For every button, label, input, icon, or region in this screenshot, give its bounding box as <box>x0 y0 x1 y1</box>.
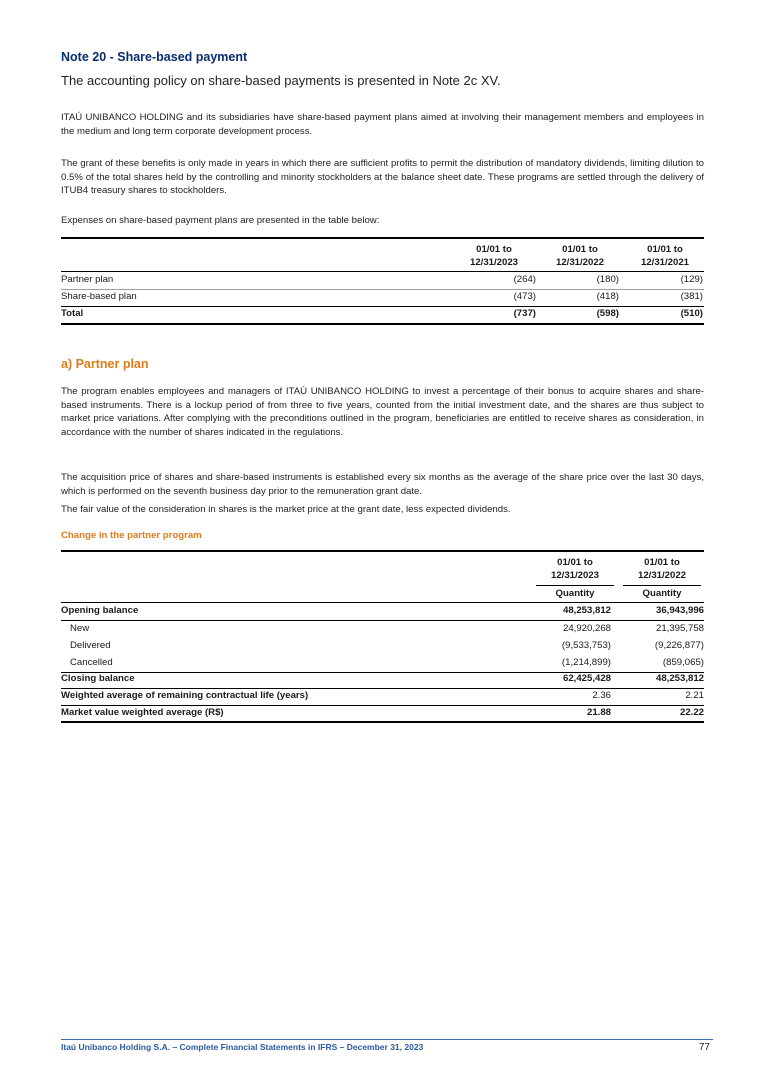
cell-value: 36,943,996 <box>655 605 704 616</box>
row-label: Closing balance <box>61 673 135 684</box>
cell-value: (9,533,753) <box>561 640 611 651</box>
cell-value: (264) <box>513 274 536 285</box>
column-header: 01/01 to 12/31/2022 <box>637 557 686 581</box>
cell-value: 21,395,758 <box>655 623 704 634</box>
policy-text: The accounting policy on share-based payments is presented in Note 2c XV. <box>61 73 501 88</box>
page-number: 77 <box>698 1042 710 1053</box>
cell-value: (737) <box>513 308 536 319</box>
row-label: Opening balance <box>61 605 139 616</box>
cell-value: (9,226,877) <box>654 640 704 651</box>
cell-value: (859,065) <box>662 657 704 668</box>
paragraph: The acquisition price of shares and share-based instruments is established every six months as the average of the share price over the last 30 days, which is performed on the seventh business day prior to the remuneration grant date. <box>61 472 704 497</box>
paragraph: The grant of these benefits is only made in years in which there are sufficient profits to permit the distribution of mandatory dividends, limiting dilution to 0.5% of the total shares held by the controlling and minority stockholders at the balance sheet date. These programs are settled through the delivery of ITUB4 treasury shares to stockholders. <box>61 158 704 196</box>
cell-value: (381) <box>680 291 703 302</box>
cell-value: (129) <box>680 274 703 285</box>
table-row <box>61 272 704 290</box>
cell-value: (473) <box>513 291 536 302</box>
row-label: Cancelled <box>70 657 113 668</box>
note-title: Note 20 - Share-based payment <box>61 50 248 64</box>
paragraph: ITAÚ UNIBANCO HOLDING and its subsidiaries have share-based payment plans aimed at involving their management members and employees in the medium and long term corporate development process. <box>61 112 704 137</box>
cell-value: (510) <box>680 308 703 319</box>
cell-value: (1,214,899) <box>561 657 611 668</box>
cell-value: 21.88 <box>586 707 611 718</box>
column-header: 01/01 to 12/31/2022 <box>555 244 604 268</box>
section-title: a) Partner plan <box>61 357 149 371</box>
cell-value: 22.22 <box>679 707 704 718</box>
row-label: Delivered <box>70 640 111 651</box>
paragraph: The program enables employees and managers of ITAÚ UNIBANCO HOLDING to invest a percentage of their bonus to acquire shares and share-based instruments. There is a lockup period of from three to five years, counted from the initial investment date, and the shares are thus subject to market price variations. After complying with the preconditions outlined in the program, beneficiaries are entitled to receive shares as consideration, in accordance with the number of shares indicated in the regulations. <box>61 386 704 438</box>
cell-value: (180) <box>596 274 619 285</box>
row-label: Market value weighted average (R$) <box>61 707 224 718</box>
cell-value: 24,920,268 <box>562 623 611 634</box>
table-row <box>61 603 704 621</box>
table-title: Change in the partner program <box>61 530 202 541</box>
column-header: 01/01 to 12/31/2021 <box>640 244 689 268</box>
cell-value: 2.36 <box>592 690 611 701</box>
paragraph: Expenses on share-based payment plans are presented in the table below: <box>61 215 380 226</box>
table-row <box>61 621 704 638</box>
footer-divider <box>61 1039 713 1040</box>
column-subheader: Quantity <box>642 588 682 599</box>
cell-value: (418) <box>596 291 619 302</box>
table-row <box>61 671 704 689</box>
table-row <box>61 638 704 655</box>
row-label: Partner plan <box>61 274 114 285</box>
table-row <box>61 289 704 307</box>
row-label: New <box>70 623 90 634</box>
paragraph: The fair value of the consideration in shares is the market price at the grant date, less expected dividends. <box>61 504 511 515</box>
column-subheader: Quantity <box>555 588 595 599</box>
cell-value: 62,425,428 <box>562 673 611 684</box>
table-row <box>61 688 704 706</box>
table-row-total <box>61 306 704 323</box>
row-label: Total <box>61 308 84 319</box>
cell-value: 48,253,812 <box>562 605 611 616</box>
cell-value: 48,253,812 <box>655 673 704 684</box>
cell-value: 2.21 <box>685 690 704 701</box>
column-header: 01/01 to 12/31/2023 <box>469 244 518 268</box>
cell-value: (598) <box>596 308 619 319</box>
footer-text: Itaú Unibanco Holding S.A. – Complete Financial Statements in IFRS – December 31, 2023 <box>61 1042 424 1052</box>
row-label: Weighted average of remaining contractual life (years) <box>61 690 309 701</box>
table-row <box>61 705 704 722</box>
row-label: Share-based plan <box>61 291 137 302</box>
column-header: 01/01 to 12/31/2023 <box>550 557 599 581</box>
